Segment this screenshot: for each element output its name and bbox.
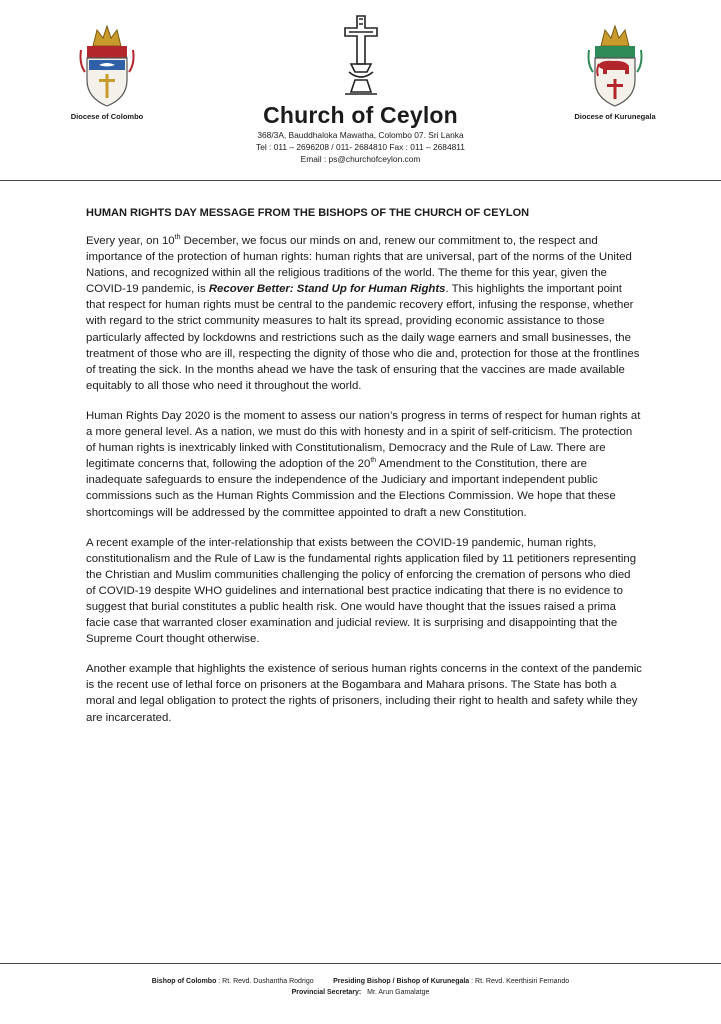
email[interactable]: Email : ps@churchofceylon.com <box>300 154 421 164</box>
address: 368/3A, Bauddhaloka Mawatha, Colombo 07. Sri Lanka <box>257 130 464 140</box>
provincial-secretary-name: Mr. Arun Gamalatge <box>367 989 430 996</box>
paragraph-3: A recent example of the inter-relationship that exists between the COVID-19 pandemic, human rights, constitutionalism and the Rule of Law is the fundamental rights application filed by 11 petitioners representing the Christian and Muslim communities challenging the policy of enforcing the cremation of persons who died of COVID-19 despite WHO guidelines and international best practice indicating that there is no evidence to suggest that burial constitutes a public health risk. One would have thought that the issues raised a prima facie case that warranted closer examination and judicial review. It is surprising and disappointing that the Supreme Court thought otherwise. <box>86 536 637 646</box>
document-body <box>86 207 642 740</box>
document-title: HUMAN RIGHTS DAY MESSAGE FROM THE BISHOPS OF THE CHURCH OF CEYLON <box>86 207 530 219</box>
phone-fax: Tel : 011 – 2696208 / 011- 2684810 Fax : 011 – 2684811 <box>256 142 465 152</box>
footer-line-1 <box>0 976 721 987</box>
paragraph-4: Another example that highlights the existence of serious human rights concerns in the context of the pandemic is the recent use of lethal force on prisoners at the Bogambara and Mahara prisons. The State has both a moral and legal obligation to protect the rights of prisoners, including their right to health and safety while they are incarcerated. <box>86 663 642 724</box>
cross-icon <box>331 14 391 98</box>
left-diocese-label: Diocese of Colombo <box>70 112 144 121</box>
church-name: Church of Ceylon <box>263 102 458 128</box>
footer <box>0 976 721 998</box>
header-divider <box>0 180 721 181</box>
bishop-colombo-name: : Rt. Revd. Dushantha Rodrigo <box>218 978 314 985</box>
presiding-bishop-name: : Rt. Revd. Keerthisiri Fernando <box>471 978 570 985</box>
footer-divider <box>0 963 721 964</box>
paragraph-1: Every year, on 10th December, we focus our minds on and, renew our commitment to, the respect and importance of the protection of human rights: human rights that are universal, part of the norms of the United Nations, and recognized within all the religious traditions of the world. The theme for this year, given the COVID-19 pandemic, is Recover Better: Stand Up for Human Rights. This highlights the important point that respect for human rights must be central to the pandemic recovery effort, infusing the response, whether with regard to the strict community measures to halt its spread, providing economic assistance to those particularly affected by lockdowns and restrictions such as the daily wage earners and small businesses, the treatment of those who are ill, respecting the dignity of those who die and, protection for those at the frontlines of treating the sick. In the months ahead we have the task of ensuring that the vaccines are made available equitably to all those who need it throughout the world. <box>86 234 640 392</box>
diocese-of-kurunegala-crest-icon <box>585 24 645 108</box>
theme-emphasis: Recover Better: Stand Up for Human Rights <box>208 283 446 296</box>
provincial-secretary-label: Provincial Secretary: <box>291 989 362 996</box>
bishop-colombo-label: Bishop of Colombo <box>151 978 217 985</box>
diocese-kurunegala-crest <box>570 24 660 121</box>
right-diocese-label: Diocese of Kurunegala <box>574 112 656 121</box>
diocese-colombo-crest <box>62 24 152 121</box>
letterhead-center <box>200 14 521 165</box>
presiding-bishop-label: Presiding Bishop / Bishop of Kurunegala <box>333 978 470 985</box>
paragraph-2: Human Rights Day 2020 is the moment to assess our nation’s progress in terms of respect for human rights at a more general level. As a nation, we must do this with honesty and in a spirit of self-criticism. The protection of human rights is inextricably linked with Constitutionalism, Democracy and the Rule of Law. There are legitimate concerns that, following the adoption of the 20th Amendment to the Constitution, there are inadequate safeguards to ensure the independence of the Judiciary and important independent public commissions such as the Human Rights Commission and the Elections Commission. We hope that these shortcomings will be addressed by the committee appointed to draft a new Constitution. <box>86 409 641 519</box>
footer-line-2 <box>0 987 721 998</box>
diocese-of-colombo-crest-icon <box>77 24 137 108</box>
letterhead <box>0 0 721 180</box>
